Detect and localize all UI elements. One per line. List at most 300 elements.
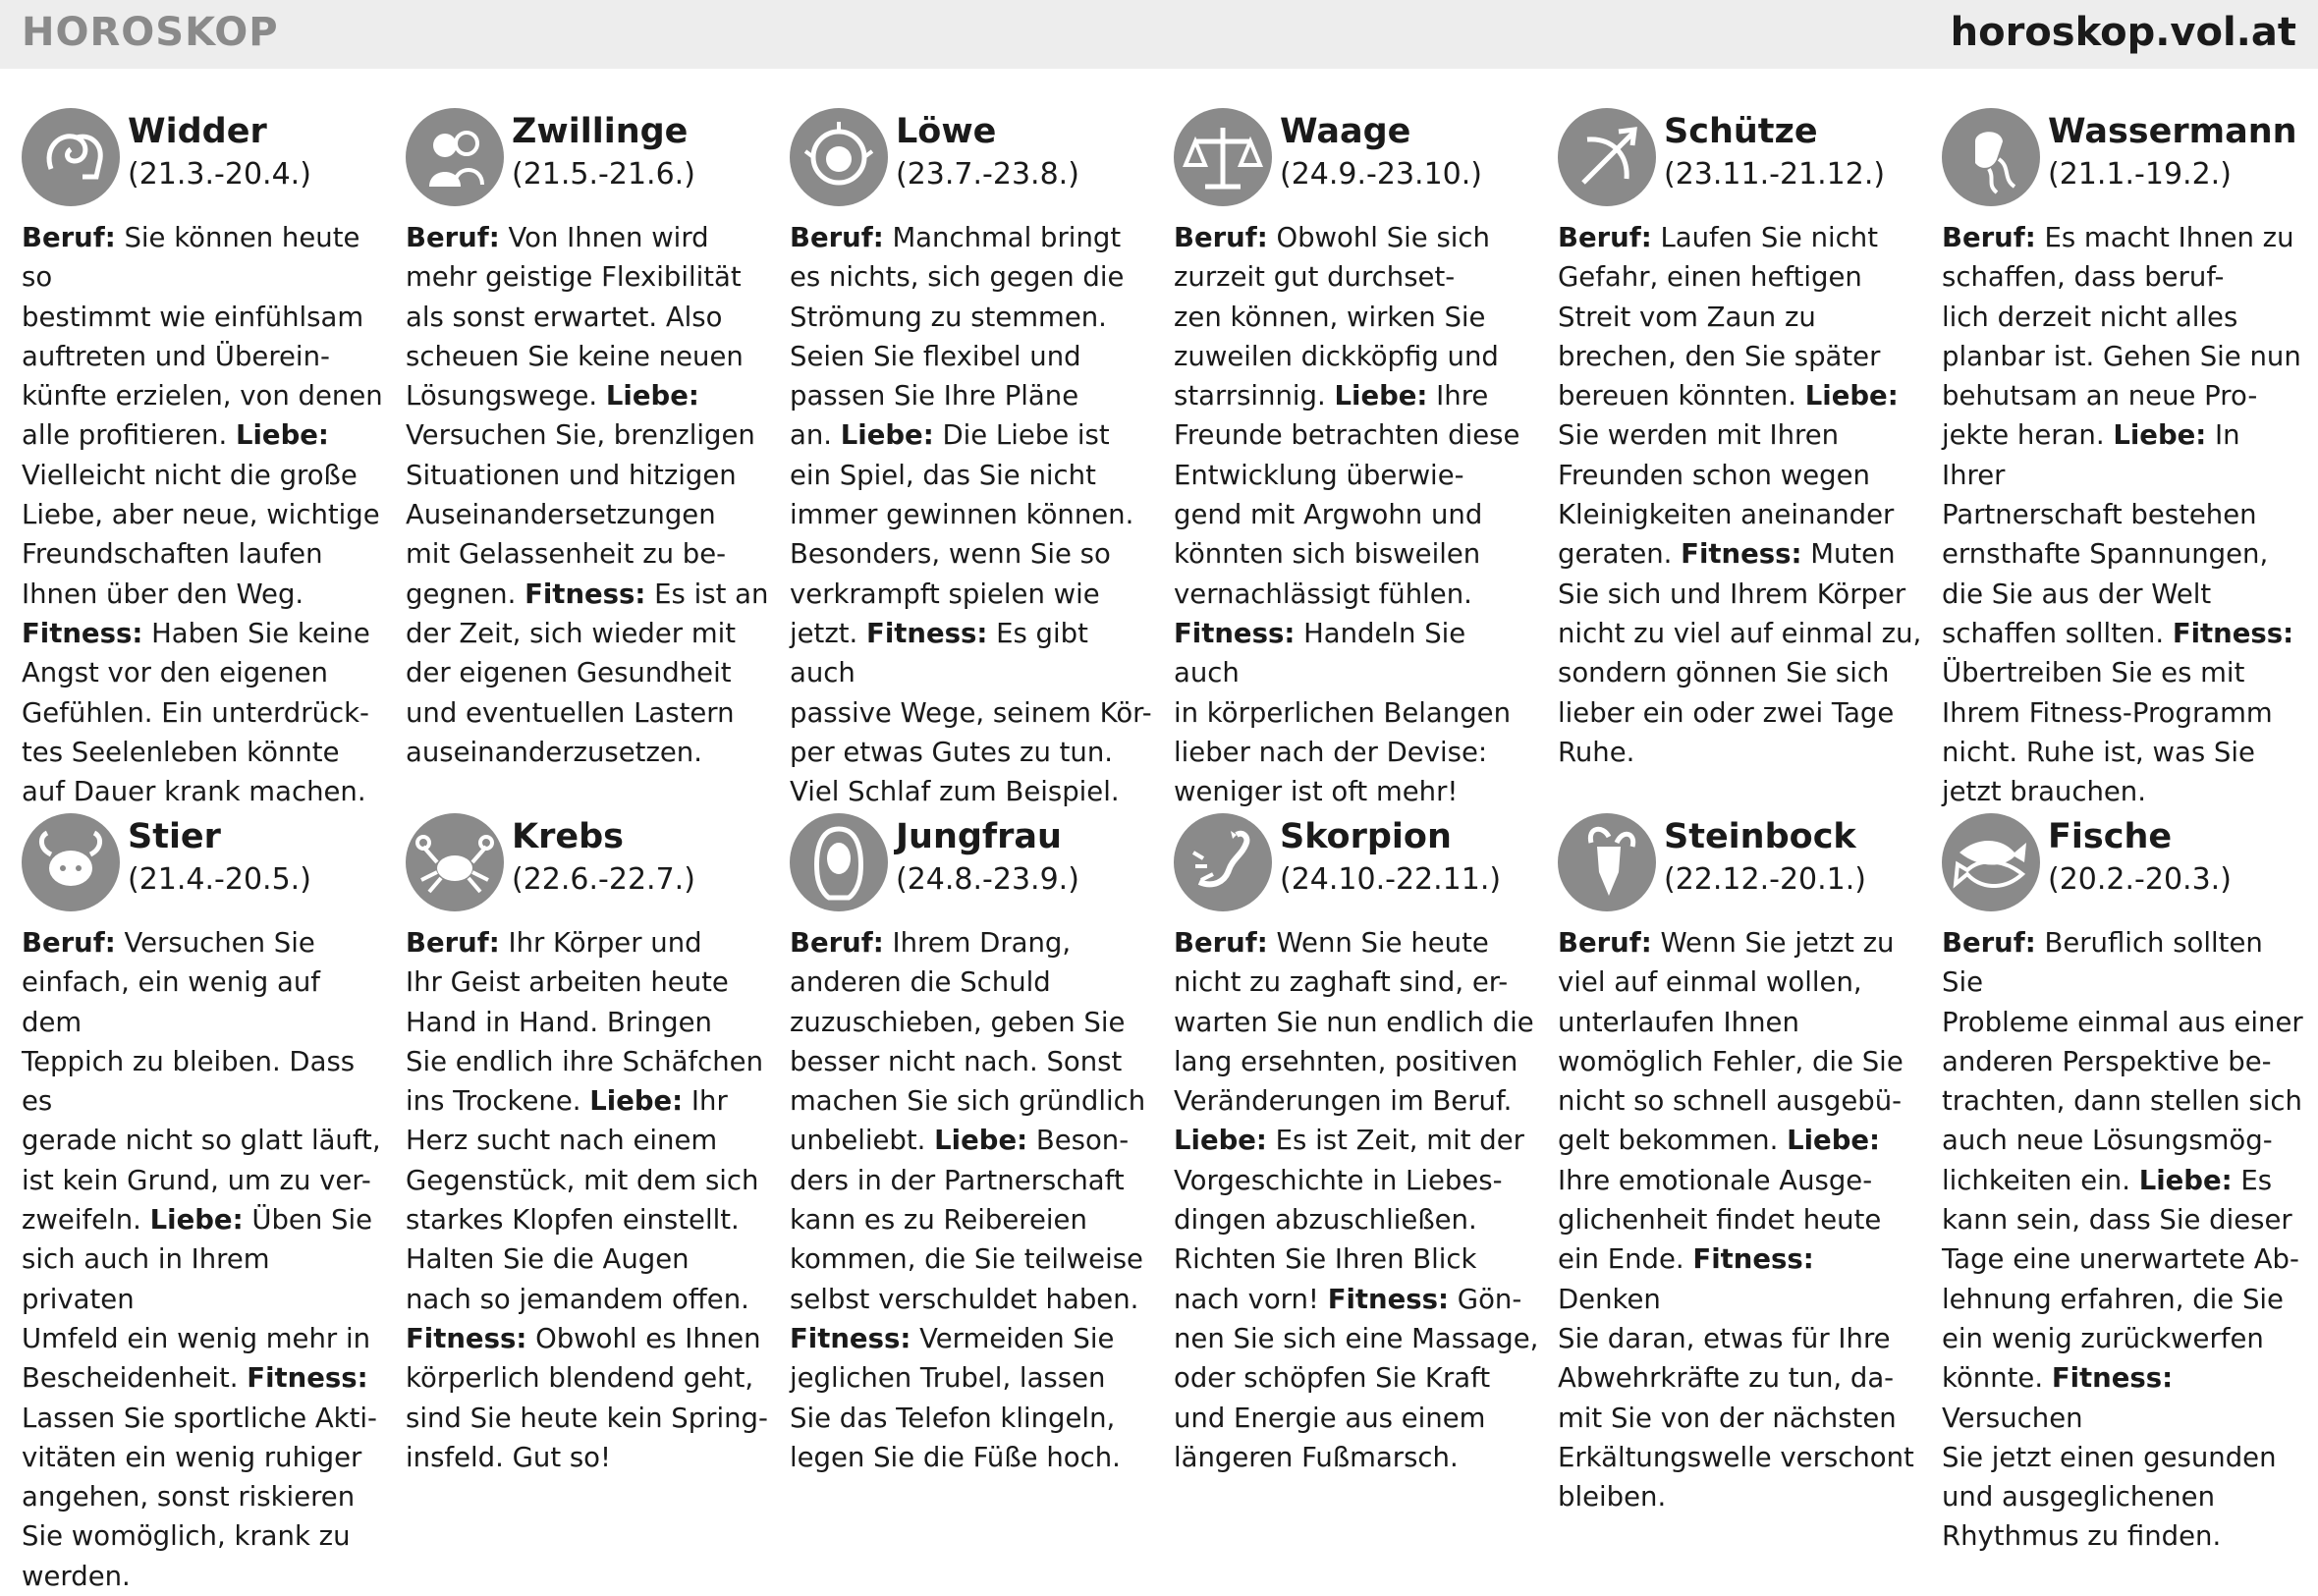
text-line — [406, 1438, 771, 1477]
text-segment: längeren Fußmarsch. — [1174, 1441, 1459, 1473]
text-line — [1174, 1081, 1539, 1121]
text-line — [1174, 614, 1539, 693]
text-segment: Sie daran, etwas für Ihre — [1558, 1322, 1891, 1354]
text-segment: könnten sich bisweilen — [1174, 538, 1481, 571]
text-segment: Ihr — [683, 1085, 728, 1118]
sign-dates: (23.11.-21.12.) — [1664, 157, 1886, 192]
text-line — [406, 653, 771, 692]
text-line — [1558, 298, 1923, 337]
text-line — [790, 923, 1155, 963]
text-line — [1558, 1319, 1923, 1358]
text-segment: schaffen sollten. — [1942, 617, 2173, 649]
text-line — [22, 772, 387, 811]
text-segment: Es gibt auch — [790, 617, 1088, 689]
text-segment: bereuen könnten. — [1558, 380, 1805, 413]
text-line — [1558, 1438, 1923, 1477]
sign-name: Stier — [128, 817, 221, 856]
text-line — [1174, 534, 1539, 574]
sign-dates: (21.3.-20.4.) — [128, 157, 311, 192]
text-line — [406, 733, 771, 772]
text-line — [22, 1200, 387, 1239]
text-line — [1558, 415, 1923, 455]
text-line — [1942, 1121, 2307, 1160]
text-segment: Denken — [1558, 1283, 1661, 1315]
text-segment: Haben Sie keine — [142, 617, 370, 649]
category-label: Beruf: — [406, 222, 500, 253]
text-segment: Ruhe. — [1558, 736, 1635, 768]
category-label: Fitness: — [247, 1362, 368, 1395]
category-label: Beruf: — [1174, 927, 1268, 959]
text-segment: Sie womöglich, krank zu — [22, 1520, 351, 1553]
text-segment: schaffen, dass beruf- — [1942, 261, 2225, 294]
sign-forecast-text — [406, 923, 771, 1477]
text-segment: viel auf einmal wollen, — [1558, 966, 1862, 999]
text-segment: Sie das Telefon klingeln, — [790, 1402, 1116, 1434]
text-line — [406, 1358, 771, 1398]
text-segment: geraten. — [1558, 538, 1682, 571]
text-segment: Freunde betrachten diese — [1174, 419, 1520, 452]
text-line — [22, 376, 387, 415]
text-line — [1558, 1358, 1923, 1398]
text-line — [790, 1358, 1155, 1398]
text-line — [1942, 614, 2307, 653]
sign-name: Steinbock — [1664, 817, 1856, 856]
sign-card-widder — [22, 108, 385, 808]
sign-card-fische — [1942, 813, 2305, 1553]
text-line — [1174, 733, 1539, 772]
text-line — [1942, 575, 2307, 614]
text-segment: und Energie aus einem — [1174, 1402, 1486, 1434]
goat-icon — [1558, 813, 1656, 911]
text-line — [1174, 1121, 1539, 1160]
category-label: Fitness: — [1692, 1243, 1814, 1276]
text-segment: Von Ihnen wird — [499, 222, 709, 253]
text-line — [1558, 257, 1923, 297]
text-line — [790, 575, 1155, 614]
sign-name: Skorpion — [1280, 817, 1452, 856]
text-segment: verkrampft spielen wie — [790, 578, 1100, 610]
text-line — [1558, 1477, 1923, 1516]
text-segment: Besonders, wenn Sie so — [790, 538, 1111, 571]
text-line — [790, 1003, 1155, 1042]
text-line — [22, 1319, 387, 1358]
text-segment: Bescheidenheit. — [22, 1362, 248, 1395]
text-segment: Strömung zu stemmen. — [790, 301, 1107, 333]
text-segment: ders in der Partnerschaft — [790, 1164, 1125, 1196]
text-line — [1174, 298, 1539, 337]
text-line — [1174, 257, 1539, 297]
text-segment: Wenn Sie jetzt zu — [1651, 927, 1895, 959]
text-line — [790, 456, 1155, 495]
sign-dates: (24.10.-22.11.) — [1280, 862, 1502, 897]
text-segment: legen Sie die Füße hoch. — [790, 1441, 1121, 1473]
water-bearer-icon — [1942, 108, 2040, 206]
text-segment: zweifeln. — [22, 1204, 150, 1237]
text-line — [22, 1121, 387, 1160]
text-line — [1942, 1042, 2307, 1081]
text-segment: nicht zu viel auf einmal zu, — [1558, 617, 1922, 649]
text-line — [22, 337, 387, 376]
text-line — [406, 1200, 771, 1239]
text-line — [1942, 1319, 2307, 1358]
text-segment: in körperlichen Belangen — [1174, 696, 1511, 729]
text-line — [790, 1121, 1155, 1160]
text-segment: Ihre emotionale Ausge- — [1558, 1164, 1873, 1196]
sign-name: Wassermann — [2048, 112, 2297, 151]
text-line — [790, 1200, 1155, 1239]
text-segment: jetzt. — [790, 617, 867, 649]
category-label: Liebe: — [1174, 1125, 1267, 1157]
text-segment: unbeliebt. — [790, 1125, 935, 1157]
text-segment: Partnerschaft bestehen — [1942, 499, 2257, 531]
text-line — [406, 495, 771, 534]
text-line — [1942, 772, 2307, 811]
text-line — [22, 1042, 387, 1122]
text-segment: ein Ende. — [1558, 1243, 1693, 1276]
category-label: Fitness: — [1327, 1283, 1450, 1315]
text-line — [790, 1438, 1155, 1477]
text-line — [1558, 1121, 1923, 1160]
category-label: Liebe: — [840, 419, 934, 452]
category-label: Fitness: — [2051, 1362, 2174, 1395]
text-segment: Gegenstück, mit dem sich — [406, 1164, 759, 1196]
text-segment: Vielleicht nicht die große — [22, 459, 358, 491]
text-segment: zen können, wirken Sie — [1174, 301, 1486, 333]
text-segment: mit Sie von der nächsten — [1558, 1402, 1897, 1434]
text-segment: kann sein, dass Sie dieser — [1942, 1204, 2292, 1237]
text-segment: Gefühlen. Ein unterdrück- — [22, 696, 369, 729]
text-line — [1174, 1358, 1539, 1398]
text-segment: Veränderungen im Beruf. — [1174, 1085, 1513, 1118]
text-segment: vitäten ein wenig ruhiger — [22, 1441, 362, 1473]
text-line — [790, 534, 1155, 574]
sign-name: Krebs — [512, 817, 625, 856]
category-label: Liebe: — [235, 419, 329, 452]
text-segment: bestimmt wie einfühlsam — [22, 301, 364, 333]
text-segment: besser nicht nach. Sonst — [790, 1045, 1123, 1077]
text-segment: nicht. Ruhe ist, was Sie — [1942, 736, 2255, 768]
text-segment: anderen die Schuld — [790, 966, 1051, 999]
text-line — [406, 963, 771, 1002]
text-line — [406, 257, 771, 297]
text-segment: Seien Sie flexibel und — [790, 340, 1081, 372]
category-label: Fitness: — [1681, 538, 1802, 571]
text-segment: Gefahr, einen heftigen — [1558, 261, 1862, 294]
sign-dates: (24.8.-23.9.) — [896, 862, 1079, 897]
text-segment: starrsinnig. — [1174, 380, 1335, 413]
text-line — [1174, 1280, 1539, 1319]
category-label: Beruf: — [1558, 222, 1652, 253]
sign-dates: (23.7.-23.8.) — [896, 157, 1079, 192]
sign-forecast-text — [406, 218, 771, 772]
text-line — [790, 376, 1155, 415]
text-line — [790, 218, 1155, 257]
text-line — [1942, 1161, 2307, 1200]
text-line — [22, 1557, 387, 1596]
site-url: horoskop.vol.at — [1950, 10, 2296, 55]
text-segment: Muten — [1801, 538, 1896, 571]
text-segment: Hand in Hand. Bringen — [406, 1006, 712, 1038]
text-line — [22, 614, 387, 653]
sign-forecast-text — [1558, 218, 1923, 772]
text-segment: machen Sie sich gründlich — [790, 1085, 1146, 1118]
text-segment: auseinanderzusetzen. — [406, 736, 702, 768]
text-segment: Teppich zu bleiben. Dass es — [22, 1045, 356, 1118]
sign-dates: (21.4.-20.5.) — [128, 862, 311, 897]
sign-forecast-text — [22, 923, 387, 1596]
text-segment: Herz sucht nach einem — [406, 1125, 718, 1157]
text-segment: angehen, sonst riskieren — [22, 1481, 356, 1513]
category-label: Beruf: — [22, 927, 116, 959]
bow-arrow-icon — [1558, 108, 1656, 206]
text-segment: Sie werden mit Ihren — [1558, 419, 1840, 452]
text-line — [1558, 495, 1923, 534]
text-line — [1174, 693, 1539, 733]
ram-icon — [22, 108, 120, 206]
text-segment: Richten Sie Ihren Blick — [1174, 1243, 1477, 1276]
text-line — [1558, 963, 1923, 1002]
text-segment: nicht so schnell ausgebü- — [1558, 1085, 1903, 1118]
category-label: Beruf: — [1558, 927, 1652, 959]
sign-name: Fische — [2048, 817, 2173, 856]
text-segment: Sie können heute so — [22, 222, 360, 294]
text-line — [1174, 1003, 1539, 1042]
text-segment: lieber ein oder zwei Tage — [1558, 696, 1895, 729]
text-segment: Auseinandersetzungen — [406, 499, 716, 531]
text-line — [1942, 1438, 2307, 1477]
text-line — [790, 963, 1155, 1002]
category-label: Fitness: — [406, 1322, 527, 1354]
text-segment: Obwohl es Ihnen — [526, 1322, 761, 1354]
category-label: Beruf: — [1942, 222, 2036, 253]
text-line — [406, 1121, 771, 1160]
text-line — [790, 1399, 1155, 1438]
text-segment: sondern gönnen Sie sich — [1558, 657, 1890, 689]
text-line — [1942, 733, 2307, 772]
text-segment: immer gewinnen können. — [790, 499, 1134, 531]
text-segment: Laufen Sie nicht — [1651, 222, 1878, 253]
text-segment: Lösungswege. — [406, 380, 606, 413]
text-segment: oder schöpfen Sie Kraft — [1174, 1362, 1491, 1395]
text-segment: jeglichen Trubel, lassen — [790, 1362, 1106, 1395]
text-segment: Sie jetzt einen gesunden — [1942, 1441, 2277, 1473]
text-line — [22, 733, 387, 772]
category-label: Fitness: — [866, 617, 988, 649]
text-segment: Ihr Körper und — [499, 927, 702, 959]
text-line — [1174, 575, 1539, 614]
text-line — [406, 1081, 771, 1121]
text-line — [1558, 337, 1923, 376]
text-line — [790, 1239, 1155, 1279]
text-segment: könnte. — [1942, 1362, 2052, 1395]
text-line — [1942, 534, 2307, 574]
text-segment: starkes Klopfen einstellt. — [406, 1204, 740, 1237]
text-line — [1174, 1161, 1539, 1200]
twins-icon — [406, 108, 504, 206]
text-segment: lieber nach der Devise: — [1174, 736, 1488, 768]
category-label: Beruf: — [790, 927, 884, 959]
text-segment: auf Dauer krank machen. — [22, 776, 366, 808]
text-line — [406, 337, 771, 376]
text-line — [1558, 376, 1923, 415]
category-label: Beruf: — [22, 222, 116, 253]
text-line — [22, 923, 387, 963]
text-segment: ins Trockene. — [406, 1085, 590, 1118]
text-line — [1558, 218, 1923, 257]
text-segment: auch neue Lösungsmög- — [1942, 1125, 2273, 1157]
fish-icon — [1942, 813, 2040, 911]
text-line — [790, 1280, 1155, 1319]
text-segment: Streit vom Zaun zu — [1558, 301, 1816, 333]
text-segment: auftreten und Überein- — [22, 340, 330, 372]
text-line — [1174, 495, 1539, 534]
text-segment: körperlich blendend geht, — [406, 1362, 754, 1395]
sign-card-skorpion — [1174, 813, 1537, 1501]
text-segment: jekte heran. — [1942, 419, 2114, 452]
text-segment: Situationen und hitzigen — [406, 459, 737, 491]
text-segment: Halten Sie die Augen — [406, 1243, 690, 1276]
category-label: Fitness: — [1174, 617, 1296, 649]
text-segment: dingen abzuschließen. — [1174, 1204, 1477, 1237]
text-segment: sind Sie heute kein Spring- — [406, 1402, 768, 1434]
text-line — [1174, 415, 1539, 455]
text-line — [1942, 693, 2307, 733]
text-segment: Probleme einmal aus einer — [1942, 1006, 2303, 1038]
text-line — [1942, 376, 2307, 415]
text-segment: Sie sich und Ihrem Körper — [1558, 578, 1906, 610]
category-label: Beruf: — [406, 927, 500, 959]
text-segment: Es ist an — [645, 578, 769, 610]
text-line — [22, 1358, 387, 1398]
sign-forecast-text — [790, 923, 1155, 1477]
text-line — [1174, 1438, 1539, 1477]
sign-dates: (21.1.-19.2.) — [2048, 157, 2232, 192]
text-line — [1174, 963, 1539, 1002]
text-line — [406, 1280, 771, 1319]
text-line — [1174, 218, 1539, 257]
section-title: HOROSKOP — [22, 10, 279, 55]
text-line — [790, 495, 1155, 534]
text-segment: Es — [2232, 1164, 2273, 1196]
text-segment: trachten, dann stellen sich — [1942, 1085, 2302, 1118]
text-segment: lichkeiten ein. — [1942, 1164, 2139, 1196]
category-label: Beruf: — [1942, 927, 2036, 959]
text-line — [790, 415, 1155, 455]
text-segment: nicht zu zaghaft sind, er- — [1174, 966, 1509, 999]
text-segment: es nichts, sich gegen die — [790, 261, 1125, 294]
text-segment: Handeln Sie auch — [1174, 617, 1466, 689]
text-line — [1558, 456, 1923, 495]
text-line — [406, 693, 771, 733]
text-line — [22, 1399, 387, 1438]
text-line — [1558, 1239, 1923, 1319]
text-line — [22, 963, 387, 1042]
text-line — [790, 614, 1155, 693]
text-segment: gerade nicht so glatt läuft, — [22, 1125, 381, 1157]
text-line — [1942, 653, 2307, 692]
sign-name: Zwillinge — [512, 112, 689, 151]
sign-dates: (24.9.-23.10.) — [1280, 157, 1482, 192]
text-segment: der Zeit, sich wieder mit — [406, 617, 737, 649]
text-line — [790, 1161, 1155, 1200]
text-line — [406, 1003, 771, 1042]
text-segment: ein Spiel, das Sie nicht — [790, 459, 1096, 491]
text-segment: Entwicklung überwie- — [1174, 459, 1464, 491]
text-segment: Viel Schlaf zum Beispiel. — [790, 776, 1120, 808]
text-line — [1942, 923, 2307, 1003]
text-segment: nach vorn! — [1174, 1283, 1328, 1315]
text-line — [406, 923, 771, 963]
sign-card-löwe — [790, 108, 1153, 808]
text-line — [1942, 1239, 2307, 1279]
text-line — [406, 1319, 771, 1358]
sign-dates: (22.6.-22.7.) — [512, 862, 695, 897]
text-segment: Rhythmus zu finden. — [1942, 1520, 2222, 1553]
text-segment: ein wenig zurückwerfen — [1942, 1322, 2264, 1354]
text-segment: Es ist Zeit, mit der — [1266, 1125, 1524, 1157]
text-segment: Wenn Sie heute — [1267, 927, 1489, 959]
text-segment: glichenheit findet heute — [1558, 1204, 1882, 1237]
text-segment: die Sie aus der Welt — [1942, 578, 2212, 610]
text-segment: Obwohl Sie sich — [1267, 222, 1490, 253]
text-line — [406, 376, 771, 415]
text-line — [790, 298, 1155, 337]
text-line — [1942, 1003, 2307, 1042]
text-segment: kommen, die Sie teilweise — [790, 1243, 1143, 1276]
text-segment: Übertreiben Sie es mit — [1942, 657, 2245, 689]
bull-icon — [22, 813, 120, 911]
text-line — [1942, 495, 2307, 534]
text-segment: passive Wege, seinem Kör- — [790, 696, 1152, 729]
text-segment: Ihre — [1427, 380, 1489, 413]
sign-card-jungfrau — [790, 813, 1153, 1501]
text-line — [1174, 376, 1539, 415]
text-line — [22, 575, 387, 614]
text-line — [22, 415, 387, 455]
text-segment: per etwas Gutes zu tun. — [790, 736, 1114, 768]
text-line — [1558, 693, 1923, 733]
text-segment: als sonst erwartet. Also — [406, 301, 723, 333]
text-segment: lehnung erfahren, die Sie — [1942, 1283, 2284, 1315]
sign-card-waage — [1174, 108, 1537, 808]
text-line — [1174, 1200, 1539, 1239]
sign-card-wassermann — [1942, 108, 2305, 808]
text-line — [790, 337, 1155, 376]
category-label: Fitness: — [22, 617, 143, 649]
text-segment: womöglich Fehler, die Sie — [1558, 1045, 1904, 1077]
sign-dates: (21.5.-21.6.) — [512, 157, 695, 192]
sign-name: Waage — [1280, 112, 1411, 151]
sign-name: Schütze — [1664, 112, 1818, 151]
text-segment: unterlaufen Ihnen — [1558, 1006, 1799, 1038]
sign-dates: (22.12.-20.1.) — [1664, 862, 1866, 897]
text-line — [406, 614, 771, 653]
category-label: Liebe: — [605, 380, 699, 413]
text-segment: Freunden schon wegen — [1558, 459, 1870, 491]
text-line — [1558, 1081, 1923, 1121]
text-segment: lang ersehnten, positiven — [1174, 1045, 1518, 1077]
header-bar — [0, 0, 2318, 69]
text-line — [406, 1239, 771, 1279]
text-segment: mehr geistige Flexibilität — [406, 261, 742, 294]
text-segment: künfte erzielen, von denen — [22, 380, 383, 413]
virgin-icon — [790, 813, 888, 911]
text-segment: weniger ist oft mehr! — [1174, 776, 1459, 808]
text-line — [1942, 1081, 2307, 1121]
category-label: Fitness: — [790, 1322, 911, 1354]
text-segment: alle profitieren. — [22, 419, 236, 452]
text-segment: zuzuschieben, geben Sie — [790, 1006, 1126, 1038]
